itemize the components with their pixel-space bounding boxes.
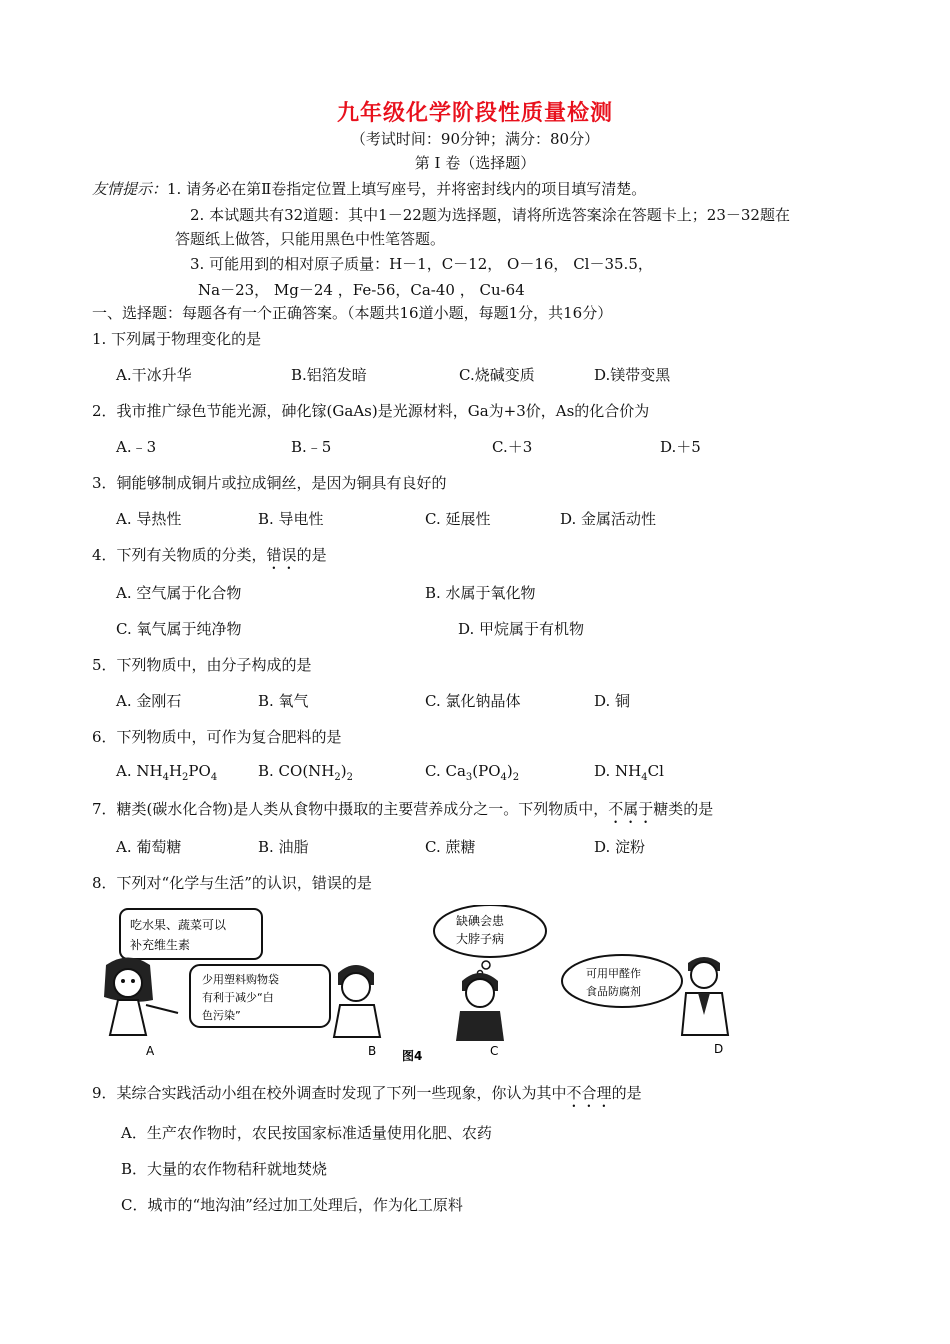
bubble-d-line-2: 食品防腐剂: [586, 985, 641, 998]
tip-3a: 3. 可能用到的相对原子质量：H－1，C－12， O－16， Cl－35.5，: [190, 255, 653, 273]
page-title: 九年级化学阶段性质量检测: [336, 100, 613, 126]
tip-1: 1. 请务必在第Ⅱ卷指定位置上填写座号，并将密封线内的项目填写清楚。: [167, 180, 647, 198]
q1-option-b: B.铝箔发暗: [291, 366, 367, 384]
q4-option-b: B. 水属于氧化物: [425, 584, 536, 602]
q5-option-c: C. 氯化钠晶体: [425, 692, 521, 710]
tips-label: 友情提示：: [92, 180, 168, 198]
q1-option-d: D.镁带变黑: [594, 366, 671, 384]
q4-stem: [92, 544, 327, 573]
q7-stem-post: 糖类的是: [653, 800, 714, 818]
q9-option-b: B．大量的农作物秸秆就地焚烧: [121, 1160, 328, 1178]
q4-option-c: C. 氧气属于纯净物: [116, 620, 242, 638]
q7-option-b: B. 油脂: [258, 838, 309, 856]
figure-label-c: C: [490, 1044, 499, 1058]
q5-stem: 5．下列物质中，由分子构成的是: [92, 656, 312, 674]
bubble-c-line-1: 缺碘会患: [456, 914, 505, 928]
q7-stem-pre: 7．糖类(碳水化合物)是人类从食物中摄取的主要营养成分之一。下列物质中，: [92, 800, 609, 818]
tip-2b: 答题纸上做答，只能用黑色中性笔答题。: [175, 230, 446, 248]
bubble-d-line-1: 可用甲醛作: [586, 967, 641, 980]
bubble-b-line-3: 色污染”: [202, 1009, 241, 1022]
q2-stem: 2．我市推广绿色节能光源，砷化镓(GaAs)是光源材料，Ga为+3价，As的化合价为: [92, 402, 650, 420]
girl-figure: [104, 958, 178, 1036]
q1-option-c: C.烧碱变质: [459, 366, 535, 384]
q7-stem-emphasis: 不属于: [608, 800, 654, 818]
q8-stem: 8．下列对“化学与生活”的认识，错误的是: [92, 874, 372, 892]
boy-figure-b: [334, 965, 380, 1037]
q4-stem-emphasis: 错误: [266, 546, 297, 564]
q2-option-a: A.﹣3: [116, 438, 157, 456]
q9-stem-emphasis: 不合理: [566, 1084, 612, 1102]
q1-option-a: A.干冰升华: [116, 366, 192, 384]
q6-option-d: D. $NH_4Cl$: [594, 762, 664, 783]
figure-caption: 图4: [402, 1049, 423, 1063]
bubble-d: [562, 955, 682, 1007]
q9-stem-pre: 9．某综合实践活动小组在校外调查时发现了下列一些现象，你认为其中: [92, 1084, 567, 1102]
tip-3b: Na－23， Mg－24 ，Fe-56，Ca-40 ， Cu-64: [198, 281, 525, 299]
q3-option-a: A. 导热性: [116, 510, 182, 528]
tips-line-1: [92, 178, 646, 199]
section-title: 第 I 卷（选择题）: [414, 154, 536, 172]
bubble-c: [434, 905, 546, 976]
part1-heading: 一、选择题：每题各有一个正确答案。（本题共16道小题，每题1分，共16分）: [92, 304, 613, 322]
q2-option-b: B.﹣5: [291, 438, 332, 456]
q4-option-a: A. 空气属于化合物: [116, 584, 242, 602]
bubble-a-line-2: 补充维生素: [130, 938, 191, 952]
figure-4-cartoon: [98, 905, 748, 1063]
q7-option-c: C. 蔗糖: [425, 838, 476, 856]
q3-option-b: B. 导电性: [258, 510, 324, 528]
q7-option-a: A. 葡萄糖: [116, 838, 182, 856]
q2-option-d: D.＋5: [660, 438, 701, 456]
q9-option-a: A．生产农作物时，农民按国家标准适量使用化肥、农药: [121, 1124, 492, 1142]
q4-stem-pre: 4．下列有关物质的分类，: [92, 546, 267, 564]
figure-label-a: A: [146, 1044, 155, 1058]
bubble-a: [120, 909, 262, 959]
q3-option-c: C. 延展性: [425, 510, 491, 528]
q5-option-a: A. 金刚石: [116, 692, 182, 710]
q4-stem-post: 的是: [296, 546, 327, 564]
q9-stem: [92, 1082, 642, 1111]
q6-option-c: C. $Ca_3(PO_4)_2$: [425, 762, 520, 783]
figure-label-d: D: [714, 1042, 724, 1056]
exam-info: （考试时间：90分钟；满分：80分）: [350, 130, 600, 148]
bubble-b-line-2: 有利于减少“白: [202, 991, 274, 1004]
q9-option-c: C．城市的“地沟油”经过加工处理后，作为化工原料: [121, 1196, 463, 1214]
q3-option-d: D. 金属活动性: [560, 510, 657, 528]
q6-option-b: B. $CO(NH_2)_2$: [258, 762, 354, 783]
q2-option-c: C.＋3: [492, 438, 533, 456]
man-figure-d: [682, 957, 728, 1035]
q9-stem-post: 的是: [611, 1084, 642, 1102]
boy-figure-c: [456, 973, 504, 1041]
bubble-a-line-1: 吃水果、蔬菜可以: [130, 918, 227, 932]
tip-2a: 2. 本试题共有32道题：其中1－22题为选择题，请将所选答案涂在答题卡上；23－32题在: [190, 206, 790, 224]
q1-stem: 1. 下列属于物理变化的是: [92, 330, 262, 348]
q6-option-a: A. $NH_4H_2PO_4$: [116, 762, 218, 783]
q3-stem: 3．铜能够制成铜片或拉成铜丝，是因为铜具有良好的: [92, 474, 447, 492]
q6-stem: 6．下列物质中，可作为复合肥料的是: [92, 728, 342, 746]
q7-stem: [92, 798, 713, 827]
q4-option-d: D. 甲烷属于有机物: [458, 620, 585, 638]
bubble-b-line-1: 少用塑料购物袋: [202, 973, 279, 986]
bubble-c-line-2: 大脖子病: [456, 932, 505, 946]
figure-label-b: B: [368, 1044, 377, 1058]
q7-option-d: D. 淀粉: [594, 838, 646, 856]
q5-option-d: D. 铜: [594, 692, 631, 710]
q5-option-b: B. 氧气: [258, 692, 309, 710]
bubble-b: [190, 965, 330, 1027]
